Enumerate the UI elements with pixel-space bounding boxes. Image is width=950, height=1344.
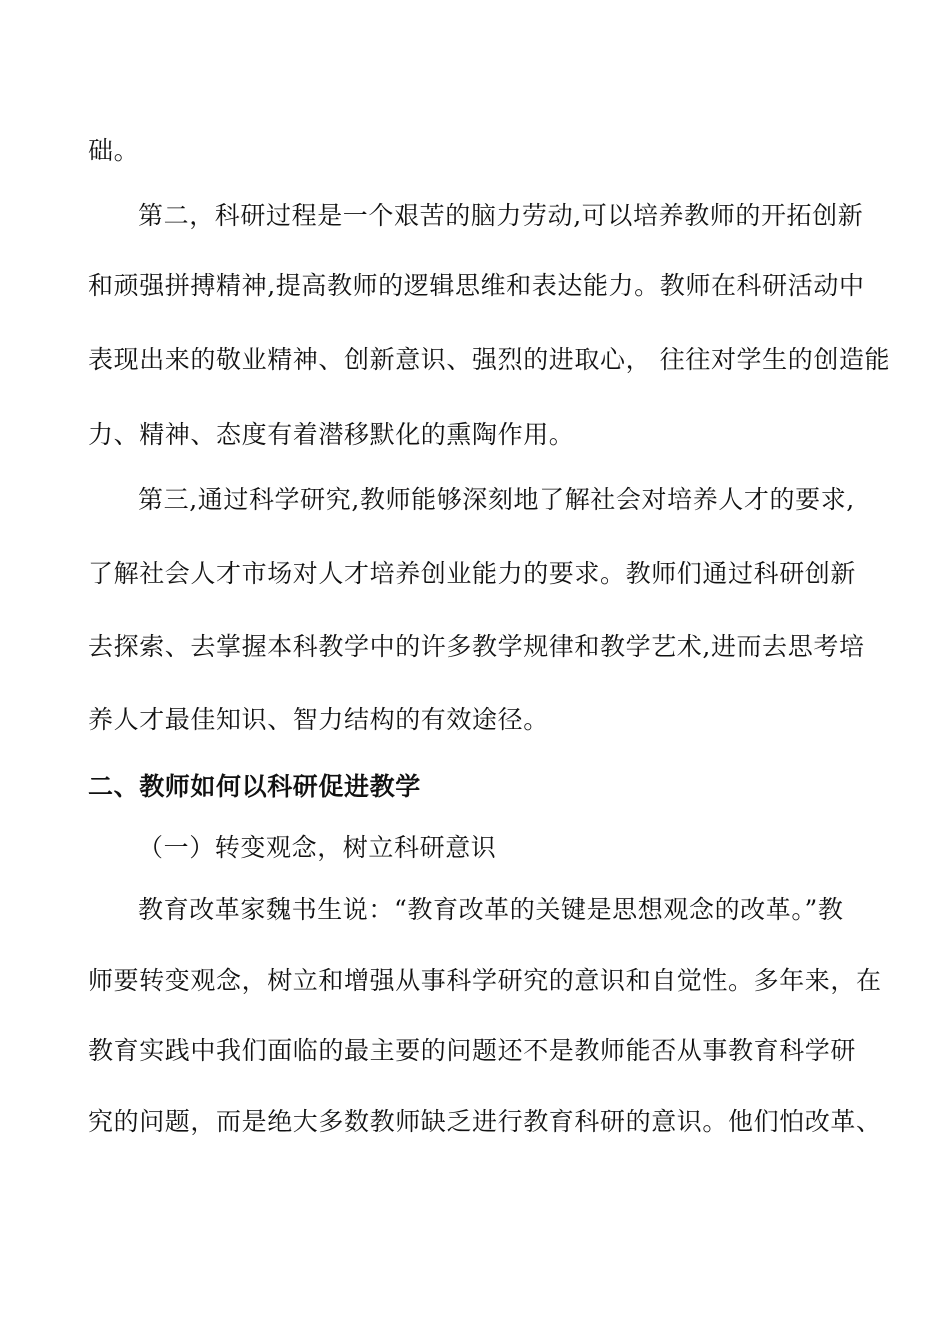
section-heading: 二、教师如何以科研促进教学 xyxy=(88,772,421,801)
paragraph-line: 师要转变观念，树立和增强从事科学研究的意识和自觉性。多年来，在 xyxy=(88,966,882,995)
paragraph-line: 础。 xyxy=(88,136,140,165)
subsection-heading: （一）转变观念，树立科研意识 xyxy=(138,833,497,862)
paragraph-line: 第三,通过科学研究,教师能够深刻地了解社会对培养人才的要求, xyxy=(138,485,855,514)
paragraph-line: 力、精神、态度有着潜移默化的熏陶作用。 xyxy=(88,420,575,449)
paragraph-line: 表现出来的敬业精神、创新意识、强烈的进取心， 往往对学生的创造能 xyxy=(88,345,891,374)
paragraph-line: 和顽强拼搏精神,提高教师的逻辑思维和表达能力。教师在科研活动中 xyxy=(88,271,865,300)
paragraph-line: 去探索、去掌握本科教学中的许多教学规律和教学艺术,进而去思考培 xyxy=(88,632,865,661)
paragraph-line: 究的问题，而是绝大多数教师缺乏进行教育科研的意识。他们怕改革、 xyxy=(88,1107,882,1136)
paragraph-line: 教育实践中我们面临的最主要的问题还不是教师能否从事教育科学研 xyxy=(88,1036,857,1065)
paragraph-line: 养人才最佳知识、智力结构的有效途径。 xyxy=(88,705,549,734)
paragraph-line: 教育改革家魏书生说：“教育改革的关键是思想观念的改革。”教 xyxy=(138,895,844,924)
paragraph-line: 第二，科研过程是一个艰苦的脑力劳动,可以培养教师的开拓创新 xyxy=(138,201,864,230)
paragraph-line: 了解社会人才市场对人才培养创业能力的要求。教师们通过科研创新 xyxy=(88,559,857,588)
